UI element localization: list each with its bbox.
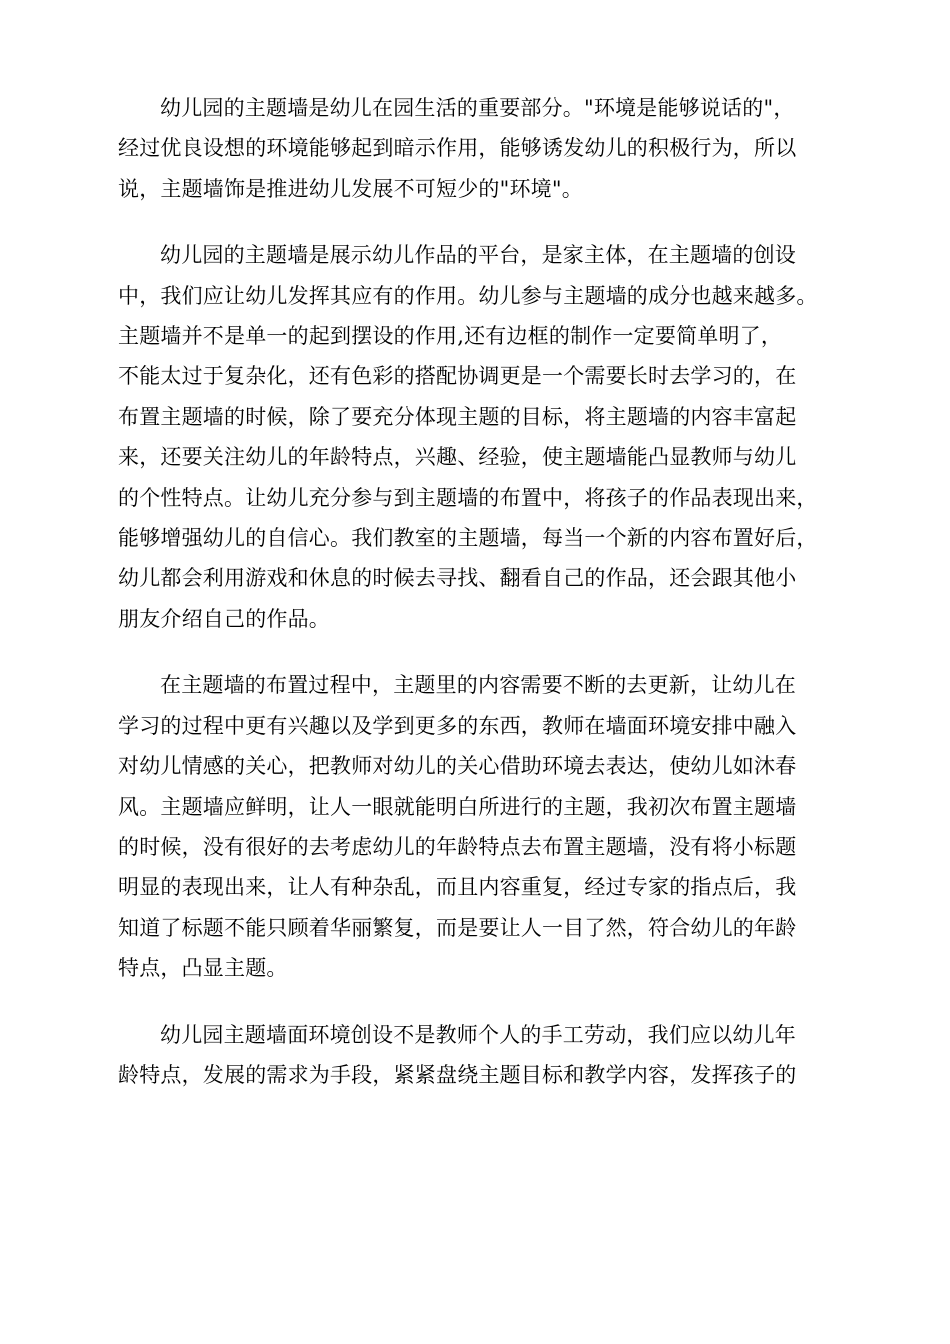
paragraph-line: 幼儿园主题墙面环境创设不是教师个人的手工劳动，我们应以幼儿年 xyxy=(160,1022,796,1047)
paragraph-line: 不能太过于复杂化，还有色彩的搭配协调更是一个需要长时去学习的，在 xyxy=(118,364,797,389)
paragraph-line: 的时候，没有很好的去考虑幼儿的年龄特点去布置主题墙，没有将小标题 xyxy=(118,834,797,859)
paragraph-1 xyxy=(118,88,834,209)
paragraph-3 xyxy=(118,665,834,988)
document-body xyxy=(118,88,834,1121)
paragraph-2 xyxy=(118,235,834,639)
paragraph-line: 对幼儿情感的关心，把教师对幼儿的关心借助环境去表达，使幼儿如沐春 xyxy=(118,754,797,779)
paragraph-line: 来，还要关注幼儿的年龄特点，兴趣、经验，使主题墙能凸显教师与幼儿 xyxy=(118,445,797,470)
paragraph-line: 布置主题墙的时候，除了要充分体现主题的目标，将主题墙的内容丰富起 xyxy=(118,404,797,429)
paragraph-line: 主题墙并不是单一的起到摆设的作用,还有边框的制作一定要简单明了， xyxy=(118,324,783,349)
paragraph-line: 知道了标题不能只顾着华丽繁复，而是要让人一目了然，符合幼儿的年龄 xyxy=(118,915,797,940)
paragraph-line: 学习的过程中更有兴趣以及学到更多的东西，教师在墙面环境安排中融入 xyxy=(118,713,797,738)
paragraph-line: 明显的表现出来，让人有种杂乱，而且内容重复，经过专家的指点后，我 xyxy=(118,875,797,900)
paragraph-line: 能够增强幼儿的自信心。我们教室的主题墙，每当一个新的内容布置好后， xyxy=(118,526,818,551)
paragraph-line: 风。主题墙应鲜明，让人一眼就能明白所进行的主题，我初次布置主题墙 xyxy=(118,794,797,819)
paragraph-line: 幼儿园的主题墙是展示幼儿作品的平台，是家主体，在主题墙的创设 xyxy=(160,243,796,268)
paragraph-line: 在主题墙的布置过程中，主题里的内容需要不断的去更新，让幼儿在 xyxy=(160,673,796,698)
paragraph-line: 中，我们应让幼儿发挥其应有的作用。幼儿参与主题墙的成分也越来越多。 xyxy=(118,283,818,308)
paragraph-line: 朋友介绍自己的作品。 xyxy=(118,606,330,631)
paragraph-line: 幼儿都会利用游戏和休息的时候去寻找、翻看自己的作品，还会跟其他小 xyxy=(118,566,797,591)
paragraph-line: 特点，凸显主题。 xyxy=(118,956,288,981)
paragraph-line: 龄特点，发展的需求为手段，紧紧盘绕主题目标和教学内容，发挥孩子的 xyxy=(118,1062,797,1087)
paragraph-line: 的个性特点。让幼儿充分参与到主题墙的布置中，将孩子的作品表现出来， xyxy=(118,485,818,510)
paragraph-line: 说，主题墙饰是推进幼儿发展不可短少的"环境"。 xyxy=(118,176,583,201)
paragraph-line: 幼儿园的主题墙是幼儿在园生活的重要部分。"环境是能够说话的"， xyxy=(160,96,795,120)
paragraph-4 xyxy=(118,1015,834,1096)
paragraph-line: 经过优良设想的环境能够起到暗示作用，能够诱发幼儿的积极行为，所以 xyxy=(118,136,797,161)
